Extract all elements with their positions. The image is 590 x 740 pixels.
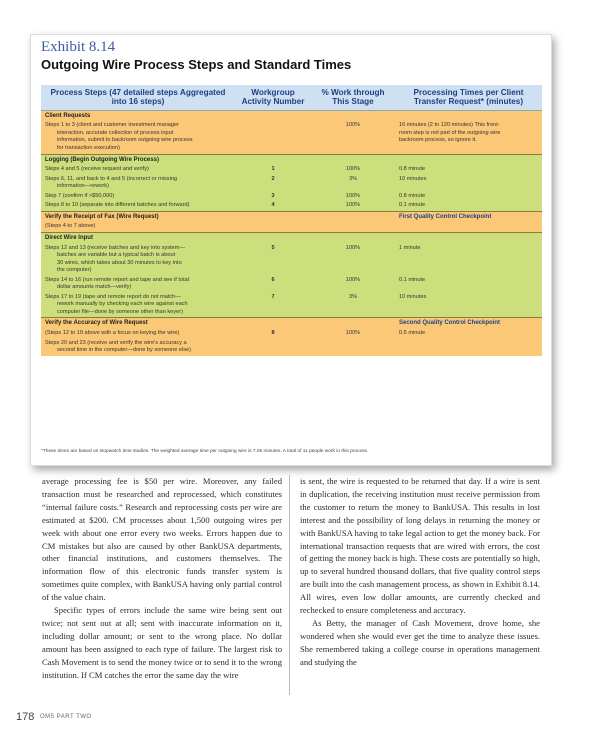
step-text: Steps 6, 11, and back to 4 and 5 (incorrect or missing bbox=[45, 175, 178, 182]
paragraph: average processing fee is $50 per wire. Moreover, any failed transaction must be researched and reprocessed, which constitutes “internal failure costs.” Research and reprocessing costs per wire are estimated at $200. CM processes about 1,500 outgoing wires per week with about one error every two weeks. Errors happen due to CM mistakes but also are caused by other BankUSA departments, other financial institutions, and customers themselves. The information flow of this electronic funds transfer system is sometimes quite complex, with BankUSA having only partial control of the value chain. bbox=[42, 476, 282, 603]
time-text: 10 minutes bbox=[395, 293, 542, 318]
table-row bbox=[41, 192, 542, 202]
time-text: 0.8 minute bbox=[395, 165, 542, 175]
step-text: Steps 1 to 3 (client and customer investment manager bbox=[45, 122, 180, 129]
section-title: Verify the Receipt of Fax (Wire Request) bbox=[45, 213, 159, 220]
paragraph: Specific types of errors include the same wire being sent out twice; not sent out at all; sent with inaccurate information on it, including dollar amount; or sent to the wrong place. No dollar amount has been assigned to each type of failure. The largest risk to Cash Movement is to send the money twice or to send it to the wrong institution. If CM catches the error the same day the wire bbox=[42, 605, 282, 680]
table-row bbox=[41, 201, 542, 211]
table-row bbox=[41, 329, 542, 339]
page-number: 178 bbox=[16, 711, 35, 723]
quality-checkpoint-label: Second Quality Control Checkpoint bbox=[399, 320, 501, 327]
exhibit-title: Outgoing Wire Process Steps and Standard Times bbox=[41, 57, 352, 72]
header-workgroup: Workgroup Activity Number bbox=[235, 85, 311, 110]
step-text: Steps 20 and 23 (receive and verify the wire's accuracy a bbox=[45, 339, 187, 346]
step-text: the computer) bbox=[57, 267, 92, 274]
paragraph: is sent, the wire is requested to be returned that day. If a wire is sent in duplication, the receiving institution must receive permission from the customer to return the money to BankUSA. This results in lost interest and the possibility of long delays in returning the money or with BankUSA having to take legal action to get the money back. For international transaction requests that are wired with errors, the cost of getting the money back is high. These costs are potentially so high, up to several hundred thousand dollars, that five quality control steps are built into the cash management process, as shown in Exhibit 8.14. All wires, even low dollar amounts, are currently checked and rechecked to ensure completeness and accuracy. bbox=[300, 476, 540, 616]
time-text: 0.8 minute bbox=[395, 192, 542, 202]
table-row bbox=[41, 121, 542, 154]
time-text: backroom process, so ignore it. bbox=[399, 137, 477, 144]
section-title: Direct Wire Input bbox=[45, 234, 93, 241]
step-text: for transaction execution) bbox=[57, 145, 120, 152]
step-text: Steps 14 to 16 (run remote report and tape and see if total bbox=[45, 276, 189, 283]
step-text: Steps 17 to 19 (tape and remote report do not match— bbox=[45, 293, 181, 300]
exhibit-box bbox=[30, 34, 552, 466]
table-row bbox=[41, 222, 542, 232]
step-text: (Steps 4 to 7 above) bbox=[45, 223, 96, 230]
section-title: Logging (Begin Outgoing Wire Process) bbox=[45, 156, 159, 163]
pct-work: 100% bbox=[311, 121, 395, 154]
exhibit-footnote: *These times are based on stopwatch time studies. The weighted average time per outgoing wire is 7.05 minutes. A total of 11 people work in this process. bbox=[41, 449, 369, 454]
pct-work: 100% bbox=[311, 244, 395, 276]
step-text: interaction, accurate collection of process input bbox=[57, 129, 174, 136]
pct-work: 100% bbox=[311, 201, 395, 211]
step-text: second time in the computer—done by someone else) bbox=[57, 347, 192, 354]
time-text: 0.5 minute bbox=[395, 329, 542, 339]
column-divider bbox=[289, 475, 290, 695]
header-pct-work: % Work through This Stage bbox=[311, 85, 395, 110]
step-text: dollar amounts match—verify) bbox=[57, 284, 132, 291]
pct-work: 100% bbox=[311, 192, 395, 202]
step-text: Steps 8 to 10 (separate into different batches and forward) bbox=[45, 202, 190, 209]
section-title: Verify the Accuracy of Wire Request bbox=[45, 320, 148, 327]
header-process-steps: Process Steps (47 detailed steps Aggregated into 16 steps) bbox=[41, 85, 235, 110]
body-column-right bbox=[300, 475, 540, 669]
activity-number: 5 bbox=[235, 244, 311, 276]
table-row bbox=[41, 244, 542, 276]
activity-number: 7 bbox=[235, 293, 311, 318]
table-row bbox=[41, 276, 542, 293]
time-text: room step is not part of the outgoing wire bbox=[399, 129, 501, 136]
table-row bbox=[41, 154, 542, 165]
step-text: information—rework) bbox=[57, 183, 109, 190]
activity-number bbox=[235, 121, 311, 154]
step-text: batches are variable but a typical batch is about bbox=[57, 252, 176, 259]
exhibit-label: Exhibit 8.14 bbox=[41, 39, 116, 55]
activity-number: 1 bbox=[235, 165, 311, 175]
table-row bbox=[41, 211, 542, 222]
section-title: Client Requests bbox=[45, 112, 91, 119]
table-row bbox=[41, 293, 542, 318]
table-row bbox=[41, 318, 542, 329]
table-header-row bbox=[41, 85, 542, 110]
running-footer: OM5 PART TWO bbox=[40, 714, 92, 720]
table-row bbox=[41, 175, 542, 192]
activity-number: 3 bbox=[235, 192, 311, 202]
activity-number: 4 bbox=[235, 201, 311, 211]
time-text: 0.1 minute bbox=[395, 201, 542, 211]
activity-number: 8 bbox=[235, 329, 311, 339]
pct-work: 3% bbox=[311, 293, 395, 318]
quality-checkpoint-label: First Quality Control Checkpoint bbox=[399, 213, 492, 220]
pct-work: 100% bbox=[311, 276, 395, 293]
step-text: computer file—done by someone other than keyer) bbox=[57, 308, 183, 315]
pct-work: 100% bbox=[311, 329, 395, 339]
step-text: Steps 12 and 13 (receive batches and key into system— bbox=[45, 244, 185, 251]
time-text: 16 minutes (2 to 120 minutes) This front- bbox=[399, 122, 500, 129]
step-text: 30 wires, which takes about 30 minutes to key into bbox=[57, 259, 182, 266]
process-table bbox=[41, 85, 542, 356]
table-row bbox=[41, 110, 542, 121]
table-row bbox=[41, 165, 542, 175]
paragraph: As Betty, the manager of Cash Movement, drove home, she wondered when she would ever get the time to analyze these issues. She remembered taking a college course in operations management and studying the bbox=[300, 617, 540, 667]
activity-number: 6 bbox=[235, 276, 311, 293]
step-text: Step 7 (confirm if >$50,000) bbox=[45, 192, 115, 199]
step-text: (Steps 12 to 19 above with a focus on keying the wire) bbox=[45, 329, 180, 336]
activity-number: 2 bbox=[235, 175, 311, 192]
pct-work: 100% bbox=[311, 165, 395, 175]
time-text: 0.1 minute bbox=[395, 276, 542, 293]
step-text: rework manually by checking each wire against each bbox=[57, 301, 188, 308]
body-column-left bbox=[42, 475, 282, 682]
header-processing-times: Processing Times per Client Transfer Request* (minutes) bbox=[395, 85, 542, 110]
time-text: 1 minute bbox=[395, 244, 542, 276]
table-row bbox=[41, 339, 542, 356]
pct-work: 3% bbox=[311, 175, 395, 192]
step-text: information, submit to backroom outgoing wire process bbox=[57, 137, 193, 144]
table-row bbox=[41, 232, 542, 243]
time-text: 10 minutes bbox=[395, 175, 542, 192]
step-text: Steps 4 and 5 (receive request and verify) bbox=[45, 166, 149, 173]
